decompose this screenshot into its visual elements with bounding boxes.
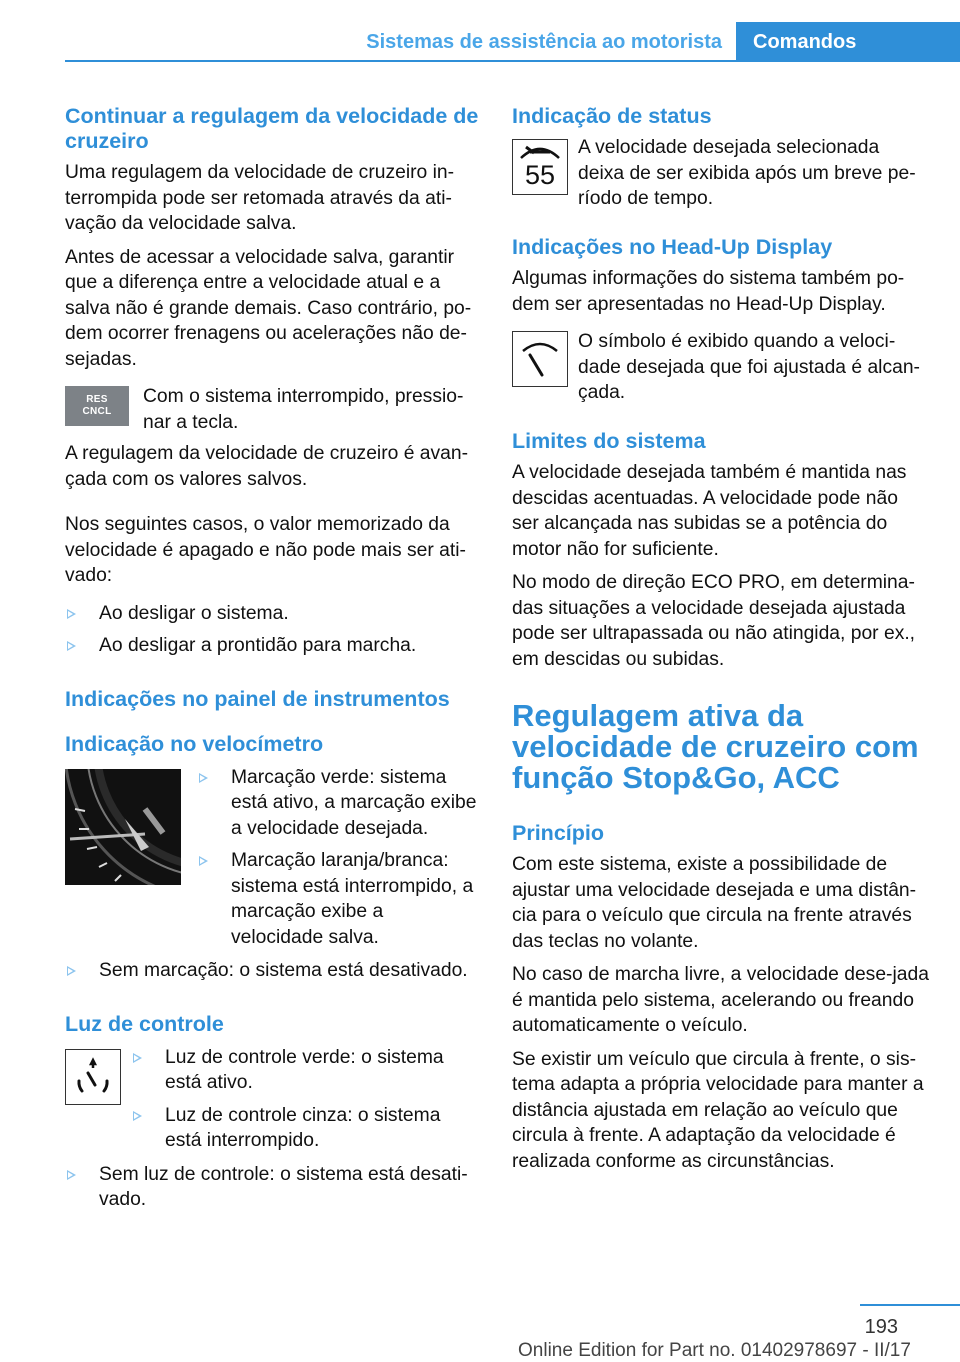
- list-item: Sem luz de controle: o sistema está desati-vado.: [65, 1162, 480, 1213]
- paragraph: Com este sistema, existe a possibilidade de ajustar uma velocidade desejada e uma distân-cia para o veículo que circula na frente através das teclas no volante.: [512, 854, 917, 952]
- cruise-control-light-icon: [65, 1049, 121, 1105]
- page-number: 193: [864, 1316, 898, 1338]
- list-item: Luz de controle verde: o sistema está ativo.: [131, 1045, 480, 1096]
- header-rule: [65, 60, 960, 62]
- no-marking-list: [65, 958, 480, 984]
- control-light-list: [65, 1045, 480, 1154]
- chapter-tab: Comandos: [736, 22, 960, 62]
- list-item: Luz de controle cinza: o sistema está interrompido.: [131, 1103, 480, 1154]
- paragraph: Antes de acessar a velocidade salva, garantir que a diferença entre a velocidade atual e a salva não é grande demais. Caso contrário, po-dem ocorrer frenagens ou acelerações não de-sejadas.: [65, 246, 472, 370]
- heading-continue-cruise: Continuar a regulagem da velocidade de cruzeiro: [65, 104, 479, 153]
- heading-principle: Princípio: [512, 821, 604, 845]
- bullet-triangle-icon: [133, 1111, 142, 1121]
- paragraph: No modo de direção ECO PRO, em determina-das situações a velocidade desejada ajustada pode ser ultrapassada ou não atingida, por ex., em descidas ou subidas.: [512, 572, 916, 670]
- no-control-light-list: [65, 1162, 480, 1213]
- res-cncl-button-icon: [65, 386, 129, 426]
- edition-note: Online Edition for Part no. 01402978697 - II/17: [518, 1340, 911, 1361]
- heading-system-limits: Limites do sistema: [512, 429, 706, 453]
- paragraph: Nos seguintes casos, o valor memorizado da velocidade é apagado e não pode mais ser ati-vado:: [65, 514, 466, 586]
- bullet-triangle-icon: [133, 1053, 142, 1063]
- deletion-cases-list: [65, 601, 480, 659]
- paragraph: Algumas informações do sistema também po-dem ser apresentadas no Head-Up Display.: [512, 268, 905, 315]
- status-text: A velocidade desejada selecionada deixa de ser exibida após um breve pe-ríodo de tempo.: [578, 137, 916, 209]
- set-speed-55-icon: [512, 139, 568, 195]
- list-item: Ao desligar o sistema.: [65, 601, 480, 627]
- list-item: Ao desligar a prontidão para marcha.: [65, 633, 480, 659]
- paragraph: Uma regulagem da velocidade de cruzeiro in-terrompida pode ser retomada através da ati-vação da velocidade salva.: [65, 162, 455, 234]
- hud-indication: [512, 329, 930, 409]
- heading-control-light: Luz de controle: [65, 1011, 224, 1036]
- list-item: Marcação laranja/branca: sistema está interrompido, a marcação exibe a velocidade salva.: [197, 848, 480, 950]
- left-column: [65, 104, 480, 1213]
- paragraph: Se existir um veículo que circula à frente, o sis-tema adapta a própria velocidade para manter a distância ajustada em relação ao veículo que circula à frente. A adaptação da velocidade é realizada conforme as circunstâncias.: [512, 1048, 924, 1172]
- paragraph: No caso de marcha livre, a velocidade dese-jada é mantida pelo sistema, acelerando ou freando automaticamente o veículo.: [512, 964, 929, 1036]
- bullet-triangle-icon: [199, 773, 208, 783]
- bullet-triangle-icon: [67, 1170, 76, 1180]
- res-cncl-text: Com o sistema interrompido, pressio-nar a tecla.: [143, 386, 464, 433]
- bullet-triangle-icon: [199, 856, 208, 866]
- hud-speed-reached-icon: [512, 331, 568, 387]
- res-label: RES: [86, 394, 108, 405]
- speedometer-image: [65, 769, 181, 890]
- list-item: Marcação verde: sistema está ativo, a marcação exibe a velocidade desejada.: [197, 765, 480, 842]
- speedometer-indication: [65, 765, 480, 951]
- footer-rule: [860, 1304, 960, 1306]
- bullet-triangle-icon: [67, 641, 76, 651]
- hud-text: O símbolo é exibido quando a veloci-dade desejada que foi ajustada é alcan-çada.: [578, 331, 920, 403]
- heading-head-up-display: Indicações no Head-Up Display: [512, 235, 833, 259]
- cncl-label: CNCL: [82, 406, 112, 417]
- control-light-indication: [65, 1045, 480, 1154]
- chapter-heading-acc: Regulagem ativa da velocidade de cruzeiro com função Stop&Go, ACC: [512, 698, 919, 795]
- right-column: [512, 104, 930, 1174]
- res-cncl-instruction: [65, 384, 480, 435]
- bullet-triangle-icon: [67, 609, 76, 619]
- heading-speedometer: Indicação no velocímetro: [65, 731, 324, 756]
- paragraph: A regulagem da velocidade de cruzeiro é avan-çada com os valores salvos.: [65, 443, 469, 490]
- list-item: Sem marcação: o sistema está desativado.: [65, 958, 480, 984]
- heading-instrument-panel: Indicações no painel de instrumentos: [65, 686, 450, 711]
- paragraph: A velocidade desejada também é mantida nas descidas acentuadas. A velocidade pode não ser alcançada nas subidas se a potência do motor não for suficiente.: [512, 462, 907, 560]
- set-speed-value: 55: [524, 160, 556, 190]
- status-indication: [512, 135, 930, 215]
- bullet-triangle-icon: [67, 966, 76, 976]
- running-header-section: Sistemas de assistência ao motorista: [366, 31, 722, 53]
- heading-status-indication: Indicação de status: [512, 104, 712, 128]
